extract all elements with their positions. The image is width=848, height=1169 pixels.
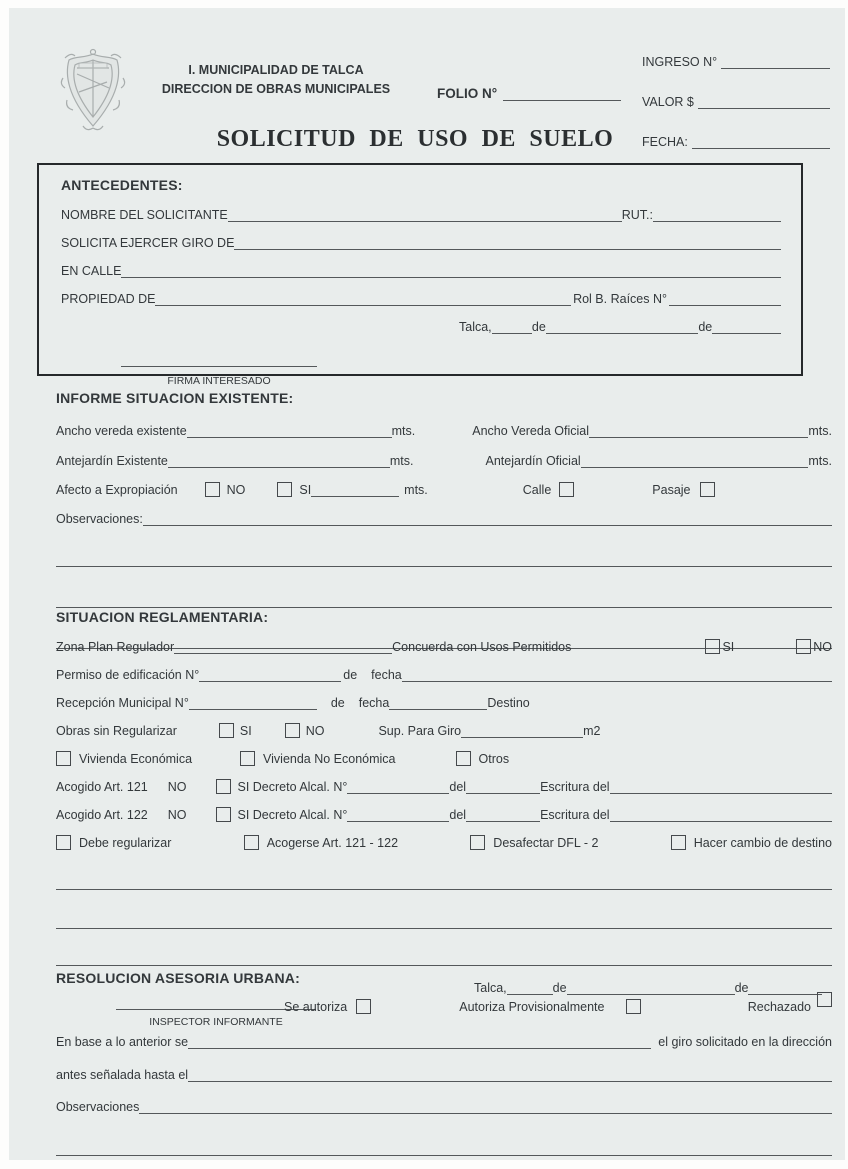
folio-label: FOLIO N° — [437, 86, 498, 101]
acogido-122-si-checkbox[interactable] — [216, 807, 231, 822]
si-decreto-label: SI Decreto Alcal. N° — [237, 780, 348, 794]
concuerda-si-checkbox[interactable] — [705, 639, 720, 654]
giro-direccion-label: el giro solicitado en la dirección — [658, 1035, 832, 1049]
no-label: NO — [305, 724, 325, 738]
de-label: de — [552, 981, 567, 995]
antejardin-existente-fill-line[interactable] — [168, 453, 390, 468]
de-label: de — [330, 696, 345, 710]
cambio-destino-label: Hacer cambio de destino — [693, 836, 832, 850]
informe-heading: INFORME SITUACION EXISTENTE: — [56, 390, 294, 406]
autoriza-provisionalmente-checkbox[interactable] — [626, 999, 641, 1014]
de-label: de — [531, 320, 546, 334]
expropiacion-fill-line[interactable] — [311, 482, 399, 497]
rechazado-label: Rechazado — [747, 1000, 811, 1014]
no-label: NO — [167, 808, 187, 822]
si-label: SI — [239, 724, 252, 738]
acogido-121-si-checkbox[interactable] — [216, 779, 231, 794]
observaciones-blank-line[interactable] — [56, 552, 832, 567]
sup-giro-fill-line[interactable] — [461, 723, 583, 738]
obras-no-checkbox[interactable] — [285, 723, 300, 738]
calle-fill-line[interactable] — [121, 263, 781, 278]
giro-field — [61, 235, 781, 250]
reglamentaria-section — [56, 609, 832, 1028]
permiso-fecha-fill-line[interactable] — [402, 667, 832, 682]
calle-label: EN CALLE — [61, 264, 122, 278]
vivienda-economica-label: Vivienda Económica — [79, 752, 193, 766]
org-line2: DIRECCION DE OBRAS MUNICIPALES — [161, 81, 391, 96]
calle-checkbox[interactable] — [559, 482, 574, 497]
resolucion-observaciones-label: Observaciones — [56, 1100, 140, 1114]
vivienda-economica-checkbox[interactable] — [56, 751, 71, 766]
antejardin-oficial-label: Antejardín Oficial — [485, 454, 581, 468]
resolucion-section — [56, 970, 832, 1169]
rol-fill-line[interactable] — [669, 291, 781, 306]
observaciones-fill-line[interactable] — [143, 511, 832, 526]
recepcion-label: Recepción Municipal N° — [56, 696, 189, 710]
expropiacion-si-checkbox[interactable] — [277, 482, 292, 497]
de-label: de — [698, 320, 713, 334]
rol-label: Rol B. Raíces N° — [573, 292, 667, 306]
acogido-122-del-fill-line[interactable] — [466, 807, 540, 822]
talca-label: Talca, — [459, 320, 492, 334]
del-label: del — [449, 808, 467, 822]
talca-label: Talca, — [474, 981, 507, 995]
ancho-oficial-fill-line[interactable] — [589, 423, 808, 438]
vivienda-no-economica-checkbox[interactable] — [240, 751, 255, 766]
sup-giro-label: Sup. Para Giro — [378, 724, 462, 738]
en-base-label: En base a lo anterior se — [56, 1035, 189, 1049]
ancho-existente-label: Ancho vereda existente — [56, 424, 187, 438]
calle-field — [61, 263, 781, 278]
fecha-word-label: fecha — [358, 696, 390, 710]
vivienda-no-economica-label: Vivienda No Económica — [263, 752, 396, 766]
reglamentaria-blank-line[interactable] — [56, 914, 832, 929]
obras-row — [56, 723, 832, 738]
permiso-label: Permiso de edificación N° — [56, 668, 200, 682]
del-label: del — [449, 780, 467, 794]
expropiacion-label: Afecto a Expropiación — [56, 483, 178, 497]
resolucion-observaciones-fill-line[interactable] — [139, 1099, 832, 1114]
escritura-label: Escritura del — [540, 780, 610, 794]
acogido-122-decreto-fill-line[interactable] — [347, 807, 449, 822]
inspector-label: INSPECTOR INFORMANTE — [149, 1016, 283, 1028]
en-base-fill-line[interactable] — [188, 1034, 651, 1049]
si-decreto-label: SI Decreto Alcal. N° — [237, 808, 348, 822]
expropiacion-row — [56, 482, 832, 497]
nombre-label: NOMBRE DEL SOLICITANTE — [61, 208, 228, 222]
acogido-121-label: Acogido Art. 121 — [56, 780, 148, 794]
observaciones-row — [56, 511, 832, 526]
folio-fill-line[interactable] — [503, 86, 621, 101]
pasaje-checkbox[interactable] — [700, 482, 715, 497]
date-year-line[interactable] — [712, 319, 781, 334]
folio-field — [437, 86, 621, 101]
reglamentaria-blank-line[interactable] — [56, 951, 832, 966]
observaciones-label: Observaciones: — [56, 512, 143, 526]
propiedad-fill-line[interactable] — [155, 291, 571, 306]
concuerda-label: Concuerda con Usos Permitidos — [392, 640, 572, 654]
acogido-122-escritura-fill-line[interactable] — [610, 807, 832, 822]
otros-label: Otros — [478, 752, 510, 766]
antecedentes-date-row — [61, 319, 781, 334]
recepcion-fecha-fill-line[interactable] — [389, 695, 487, 710]
zona-label: Zona Plan Regulador — [56, 640, 175, 654]
acogido-122-label: Acogido Art. 122 — [56, 808, 148, 822]
expropiacion-no-checkbox[interactable] — [205, 482, 220, 497]
ingreso-fill-line[interactable] — [721, 54, 830, 69]
propiedad-label: PROPIEDAD DE — [61, 292, 156, 306]
antejardin-existente-label: Antejardín Existente — [56, 454, 168, 468]
concuerda-no-checkbox[interactable] — [796, 639, 811, 654]
reglamentaria-heading: SITUACION REGLAMENTARIA: — [56, 609, 269, 625]
antecedentes-box — [37, 163, 803, 387]
rut-fill-line[interactable] — [653, 207, 781, 222]
regularizar-options-row — [56, 835, 832, 850]
desafectar-checkbox[interactable] — [470, 835, 485, 850]
valor-field — [642, 94, 830, 109]
antes-senalada-row — [56, 1067, 832, 1082]
fecha-word-label: fecha — [371, 668, 402, 682]
ancho-vereda-row — [56, 423, 832, 438]
giro-fill-line[interactable] — [234, 235, 781, 250]
acogido-121-row — [56, 779, 832, 794]
zona-fill-line[interactable] — [174, 639, 392, 654]
antecedentes-heading: ANTECEDENTES: — [61, 177, 183, 193]
antejardin-oficial-fill-line[interactable] — [581, 453, 809, 468]
resolucion-heading: RESOLUCION ASESORIA URBANA: — [56, 970, 300, 986]
no-label: NO — [813, 640, 832, 654]
vivienda-row — [56, 751, 832, 766]
firma-block — [121, 352, 781, 389]
resolucion-observaciones-row — [56, 1099, 832, 1114]
date-day-line[interactable] — [492, 319, 532, 334]
calle-option-label: Calle — [522, 483, 552, 497]
permiso-row — [56, 667, 832, 682]
antes-senalada-label: antes señalada hasta el — [56, 1068, 189, 1082]
nombre-solicitante-field — [61, 207, 781, 222]
obras-label: Obras sin Regularizar — [56, 724, 177, 738]
paper-sheet — [9, 8, 845, 1160]
ancho-oficial-label: Ancho Vereda Oficial — [472, 424, 589, 438]
mts-label: mts. — [391, 424, 416, 438]
recepcion-row — [56, 695, 832, 710]
mts-label: mts. — [808, 454, 832, 468]
ingreso-label: INGRESO N° — [642, 55, 718, 69]
zona-row — [56, 639, 832, 654]
permiso-numero-fill-line[interactable] — [199, 667, 341, 682]
observaciones-blank-line[interactable] — [56, 593, 832, 608]
de-label: de — [734, 981, 749, 995]
antes-senalada-fill-line[interactable] — [188, 1067, 832, 1082]
si-label: SI — [722, 640, 735, 654]
acogido-121-del-fill-line[interactable] — [466, 779, 540, 794]
org-line1: I. MUNICIPALIDAD DE TALCA — [188, 63, 364, 77]
autoriza-provisionalmente-label: Autoriza Provisionalmente — [459, 1000, 605, 1014]
valor-fill-line[interactable] — [698, 94, 830, 109]
antejardin-row — [56, 453, 832, 468]
mts-label: mts. — [404, 483, 428, 497]
valor-label: VALOR $ — [642, 95, 694, 109]
fecha-label: FECHA: — [642, 135, 688, 149]
date-month-line[interactable] — [546, 319, 699, 334]
recepcion-numero-fill-line[interactable] — [189, 695, 317, 710]
debe-regularizar-checkbox[interactable] — [56, 835, 71, 850]
obras-si-checkbox[interactable] — [219, 723, 234, 738]
otros-checkbox[interactable] — [456, 751, 471, 766]
nombre-fill-line[interactable] — [228, 207, 622, 222]
acogido-121-escritura-fill-line[interactable] — [610, 779, 832, 794]
m2-label: m2 — [583, 724, 601, 738]
reglamentaria-blank-line[interactable] — [56, 875, 832, 890]
header-right-fields — [642, 54, 830, 174]
en-base-row — [56, 1034, 832, 1049]
propiedad-field — [61, 291, 781, 306]
se-autoriza-label: Se autoriza — [284, 1000, 348, 1014]
cambio-destino-checkbox[interactable] — [671, 835, 686, 850]
rut-label: RUT.: — [621, 208, 653, 222]
ancho-existente-fill-line[interactable] — [187, 423, 392, 438]
acogido-122-row — [56, 807, 832, 822]
acogerse-label: Acogerse Art. 121 - 122 — [266, 836, 399, 850]
acogerse-checkbox[interactable] — [244, 835, 259, 850]
rechazado-checkbox[interactable] — [817, 992, 832, 1007]
desafectar-label: Desafectar DFL - 2 — [493, 836, 599, 850]
mts-label: mts. — [808, 424, 832, 438]
pasaje-option-label: Pasaje — [652, 483, 691, 497]
no-label: NO — [226, 483, 246, 497]
si-label: SI — [299, 483, 312, 497]
organization-name — [131, 61, 421, 99]
resolucion-blank-line[interactable] — [56, 1141, 832, 1156]
debe-regularizar-label: Debe regularizar — [79, 836, 172, 850]
de-label: de — [343, 668, 358, 682]
ingreso-field — [642, 54, 830, 69]
se-autoriza-checkbox[interactable] — [356, 999, 371, 1014]
destino-label: Destino — [487, 696, 530, 710]
autorizacion-options-row — [56, 999, 832, 1014]
firma-signature-line[interactable] — [121, 352, 317, 367]
escritura-label: Escritura del — [540, 808, 610, 822]
acogido-121-decreto-fill-line[interactable] — [347, 779, 449, 794]
firma-label: FIRMA INTERESADO — [167, 375, 271, 387]
giro-label: SOLICITA EJERCER GIRO DE — [61, 236, 235, 250]
mts-label: mts. — [389, 454, 414, 468]
no-label: NO — [167, 780, 187, 794]
document-title: SOLICITUD DE USO DE SUELO — [216, 126, 614, 152]
